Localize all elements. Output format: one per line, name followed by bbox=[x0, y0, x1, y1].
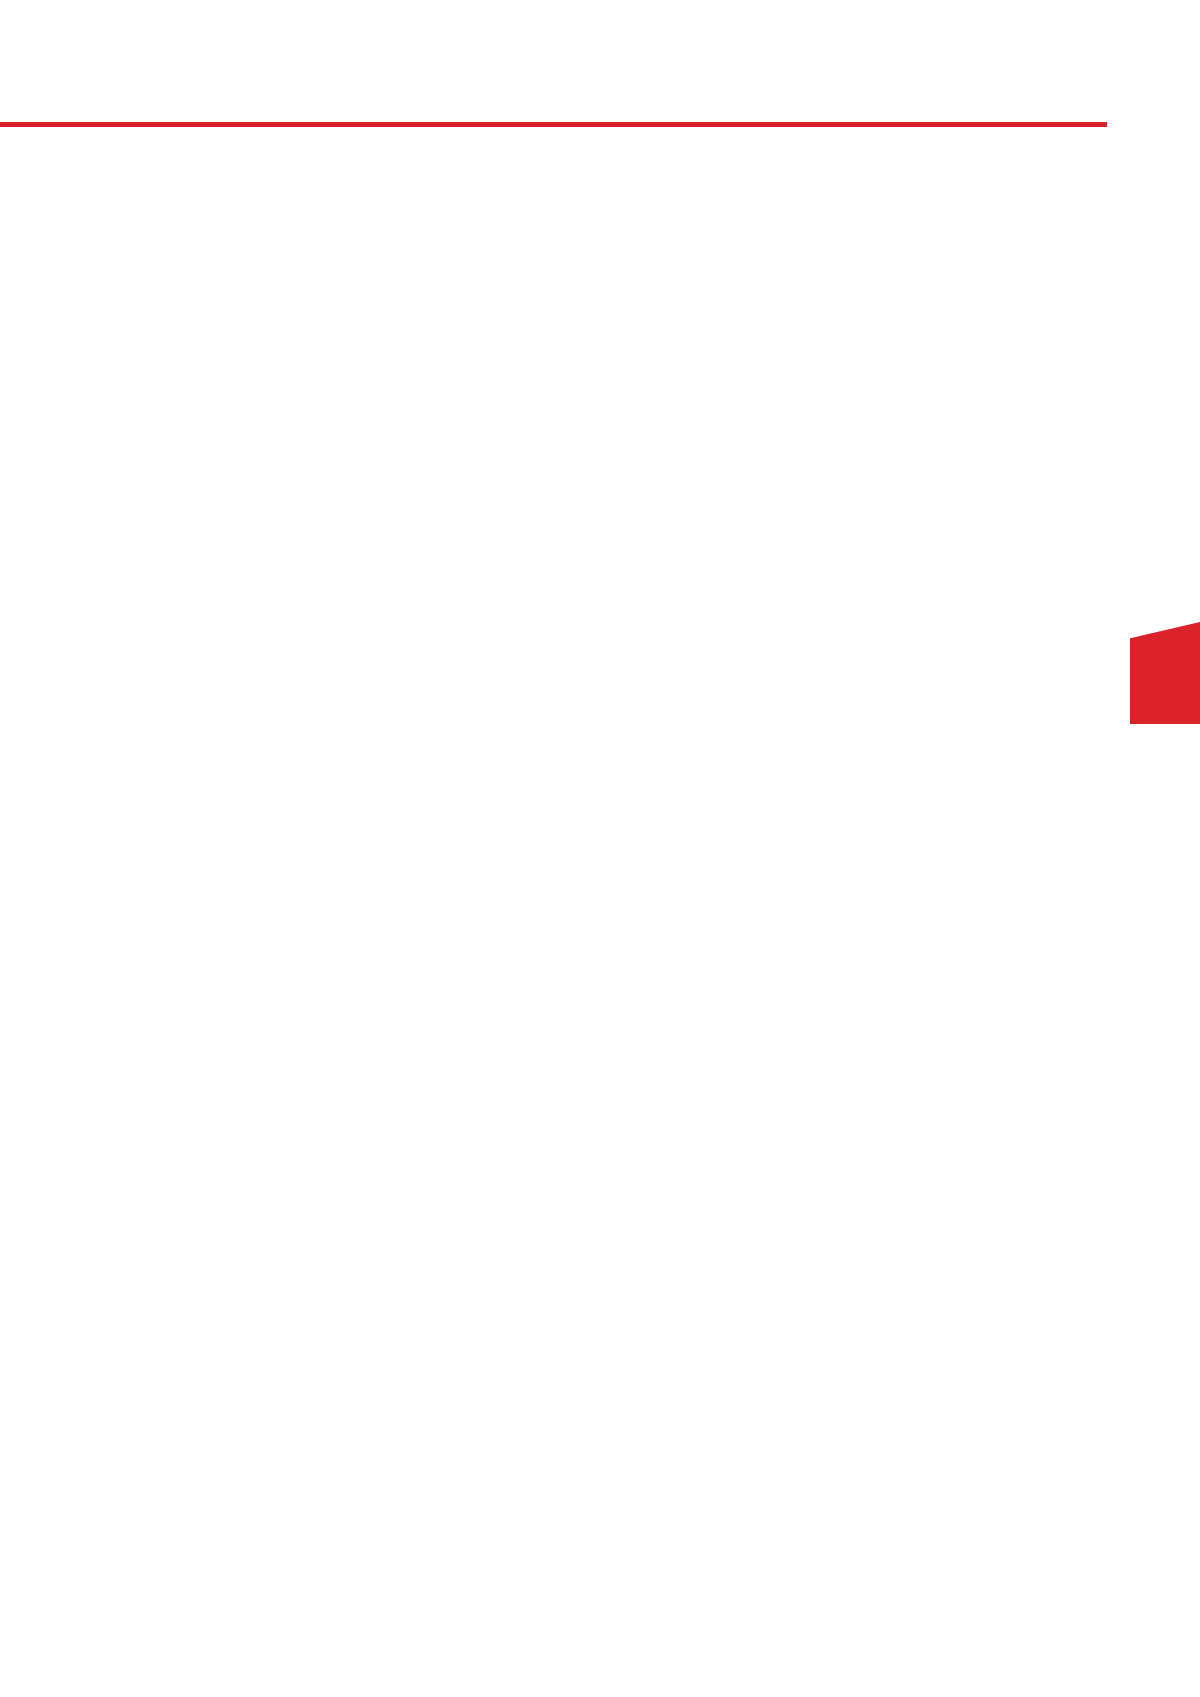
thread-table bbox=[0, 143, 1107, 1609]
brand-logo bbox=[936, 60, 1104, 78]
header-rule bbox=[0, 122, 1107, 127]
chapter-tab bbox=[1130, 622, 1200, 724]
